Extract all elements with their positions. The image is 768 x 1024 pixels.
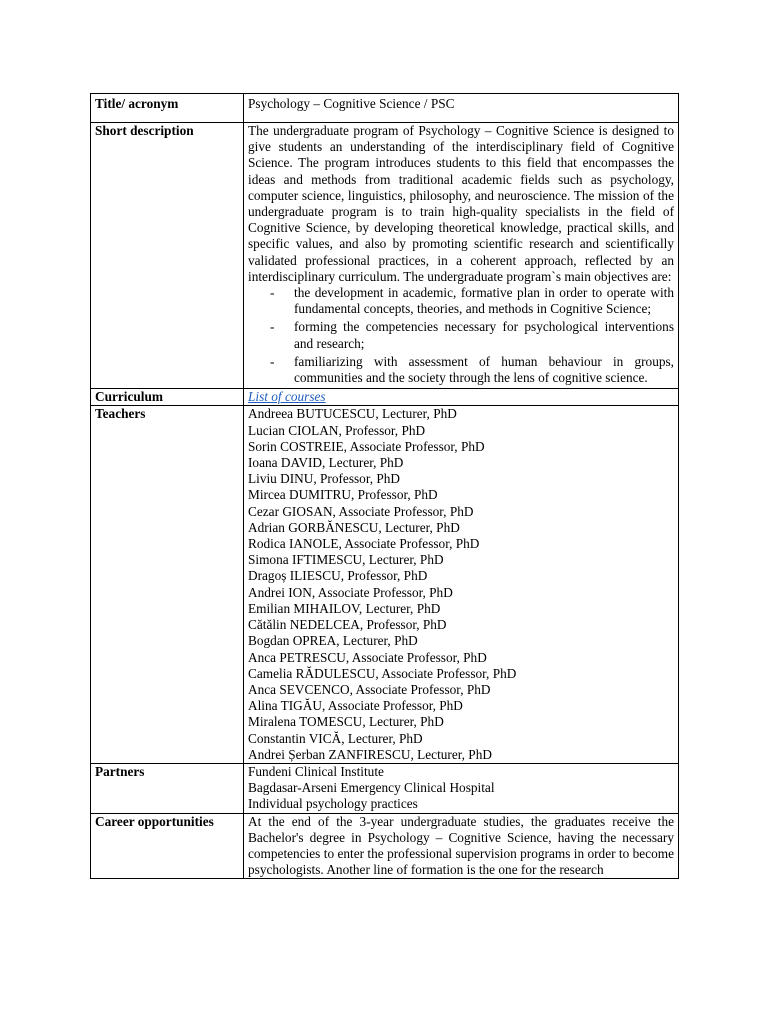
objective-text: familiarizing with assessment of human behaviour in groups, communities and the society through the lens of cognitive science. [294, 353, 674, 386]
career-label: Career opportunities [91, 813, 244, 879]
teacher-item: Andreea BUTUCESCU, Lecturer, PhD [248, 406, 457, 422]
career-paragraph: At the end of the 3-year undergraduate studies, the graduates receive the Bachelor's degree in Psychology – Cognitive Science, having the necessary competencies to enter the professional supervision programs in order to become psychologists. Another line of formation is the one for the research [244, 813, 679, 879]
row-title [91, 94, 679, 123]
curriculum-cell [244, 389, 679, 406]
teacher-item: Dragoș ILIESCU, Professor, PhD [248, 568, 428, 584]
objective-text: forming the competencies necessary for psychological interventions and research; [294, 319, 674, 351]
row-short-description [91, 123, 679, 389]
teacher-item: Andrei Șerban ZANFIRESCU, Lecturer, PhD [248, 746, 492, 762]
objective-item [270, 285, 674, 317]
partner-item: Individual psychology practices [248, 796, 418, 812]
teacher-item: Simona IFTIMESCU, Lecturer, PhD [248, 552, 444, 568]
objectives-list [248, 285, 674, 386]
title-label: Title/ acronym [91, 94, 244, 123]
objective-item [270, 354, 674, 386]
teacher-item: Cătălin NEDELCEA, Professor, PhD [248, 617, 447, 633]
teacher-item: Andrei ION, Associate Professor, PhD [248, 584, 453, 600]
list-of-courses-link[interactable]: List of courses [248, 389, 326, 405]
teachers-cell [244, 406, 679, 763]
row-career-opportunities [91, 813, 679, 879]
partner-item: Bagdasar-Arseni Emergency Clinical Hospital [248, 780, 495, 796]
row-curriculum [91, 389, 679, 406]
curriculum-label: Curriculum [91, 389, 244, 406]
teacher-item: Anca PETRESCU, Associate Professor, PhD [248, 649, 487, 665]
bullet-dash: - [270, 319, 275, 335]
objective-item [270, 319, 674, 351]
teacher-item: Rodica IANOLE, Associate Professor, PhD [248, 536, 480, 552]
partners-label: Partners [91, 763, 244, 813]
teacher-item: Bogdan OPREA, Lecturer, PhD [248, 633, 418, 649]
program-info-table [90, 93, 679, 879]
short-description-label: Short description [91, 123, 244, 389]
teacher-item: Camelia RĂDULESCU, Associate Professor, PhD [248, 665, 517, 681]
teacher-item: Alina TIGĂU, Associate Professor, PhD [248, 698, 463, 714]
teacher-item: Emilian MIHAILOV, Lecturer, PhD [248, 600, 441, 616]
teacher-item: Cezar GIOSAN, Associate Professor, PhD [248, 503, 474, 519]
document-page [90, 93, 678, 879]
teacher-item: Sorin COSTREIE, Associate Professor, PhD [248, 438, 485, 454]
title-value: Psychology – Cognitive Science / PSC [244, 94, 679, 123]
short-description-cell [244, 123, 679, 389]
objective-text: the development in academic, formative plan in order to operate with fundamental concepts, theories, and methods in Cognitive Science; [294, 285, 674, 317]
teacher-item: Anca SEVCENCO, Associate Professor, PhD [248, 681, 491, 697]
bullet-dash: - [270, 285, 275, 301]
teacher-item: Mircea DUMITRU, Professor, PhD [248, 487, 438, 503]
teacher-item: Adrian GORBĂNESCU, Lecturer, PhD [248, 519, 460, 535]
partners-cell [244, 763, 679, 813]
teachers-label: Teachers [91, 406, 244, 763]
teacher-item: Miralena TOMESCU, Lecturer, PhD [248, 714, 444, 730]
teacher-item: Lucian CIOLAN, Professor, PhD [248, 422, 426, 438]
row-partners [91, 763, 679, 813]
bullet-dash: - [270, 353, 275, 369]
row-teachers [91, 406, 679, 763]
short-description-paragraph: The undergraduate program of Psychology – Cognitive Science is designed to give students an understanding of the interdisciplinary field of Cognitive Science. The program introduces students to this field that encompasses the ideas and methods from traditional academic fields such as psychology, computer science, linguistics, philosophy, and neuroscience. The mission of the undergraduate program is to train high-quality specialists in the field of Cognitive Science, by developing theoretical knowledge, practical skills, and specific values, and also by promoting scientific research and scientifically validated professional practices, in a coherent approach, reflected by an interdisciplinary curriculum. The undergraduate program`s main objectives are: [248, 123, 674, 284]
teacher-item: Constantin VICĂ, Lecturer, PhD [248, 730, 423, 746]
teacher-item: Ioana DAVID, Lecturer, PhD [248, 455, 404, 471]
teacher-item: Liviu DINU, Professor, PhD [248, 471, 401, 487]
partner-item: Fundeni Clinical Institute [248, 763, 384, 779]
